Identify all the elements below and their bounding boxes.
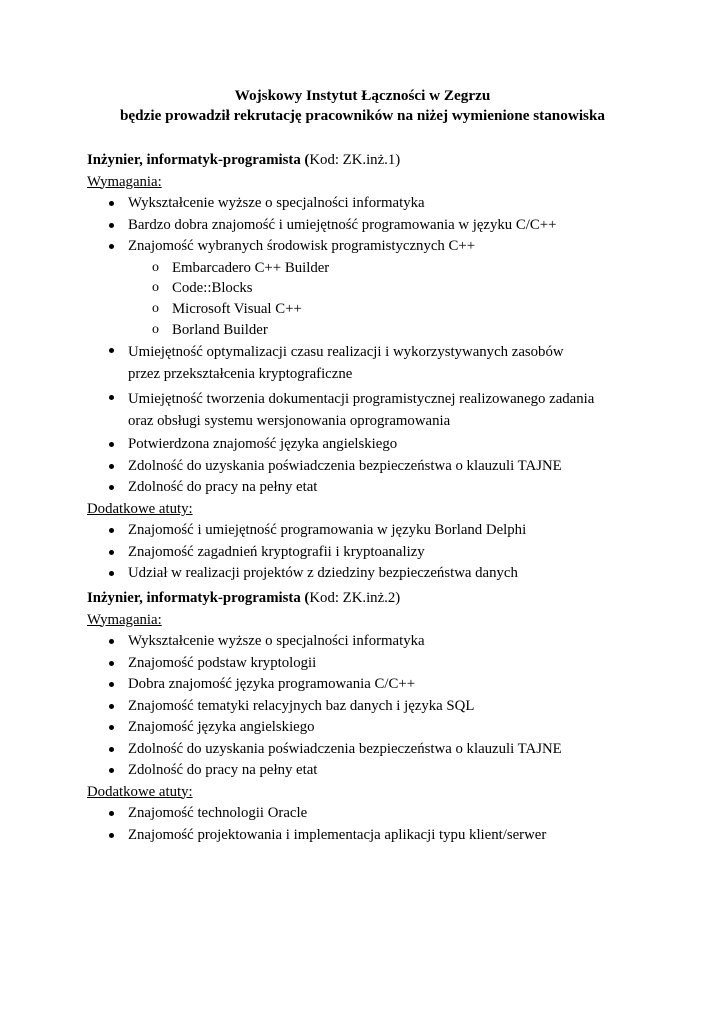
header-line-institute: Wojskowy Instytut Łączności w Zegrzu — [234, 87, 491, 104]
list-item: Zdolność do uzyskania poświadczenia bezpieczeństwa o klauzuli TAJNE — [87, 739, 687, 761]
list-item: Wykształcenie wyższe o specjalności informatyka — [87, 631, 687, 653]
position-1-requirements-label: Wymagania: — [87, 173, 162, 190]
list-item: Znajomość podstaw kryptologii — [87, 653, 687, 675]
sub-list-item: o Borland Builder — [128, 320, 687, 341]
position-1-requirements-list — [87, 193, 687, 499]
position-2-requirements-label: Wymagania: — [87, 611, 162, 628]
list-item: Zdolność do pracy na pełny etat — [87, 477, 687, 499]
sub-list-item: o Code::Blocks — [128, 278, 687, 299]
position-1-section — [87, 150, 687, 585]
position-2-title — [87, 588, 687, 610]
list-item: Znajomość języka angielskiego — [87, 717, 687, 739]
list-item: Bardzo dobra znajomość i umiejętność programowania w języku C/C++ — [87, 215, 687, 237]
list-item: Potwierdzona znajomość języka angielskiego — [87, 434, 687, 456]
position-1-extras-list — [87, 520, 687, 585]
list-item: Umiejętność tworzenia dokumentacji programistycznej realizowanego zadania oraz obsługi systemu wersjonowania oprogramowania — [87, 387, 687, 434]
list-item: Znajomość tematyki relacyjnych baz danych i języka SQL — [87, 696, 687, 718]
list-item: Znajomość zagadnień kryptografii i kryptoanalizy — [87, 542, 687, 564]
position-1-title — [87, 150, 687, 172]
environments-sublist — [128, 258, 687, 341]
list-item: Znajomość technologii Oracle — [87, 803, 687, 825]
list-item: Umiejętność optymalizacji czasu realizacji i wykorzystywanych zasobów przez przekształcenia kryptograficzne — [87, 340, 687, 387]
list-item: Wykształcenie wyższe o specjalności informatyka — [87, 193, 687, 215]
list-item: Znajomość i umiejętność programowania w języku Borland Delphi — [87, 520, 687, 542]
sub-list-item: o Microsoft Visual C++ — [128, 299, 687, 320]
position-2-code: Kod: ZK.inż.2) — [309, 590, 401, 606]
position-2-title-text: Inżynier, informatyk-programista ( — [87, 590, 310, 606]
list-item: Zdolność do pracy na pełny etat — [87, 760, 687, 782]
position-1-code: Kod: ZK.inż.1) — [309, 152, 401, 168]
list-item: Dobra znajomość języka programowania C/C++ — [87, 674, 687, 696]
position-1-title-text: Inżynier, informatyk-programista ( — [87, 152, 310, 168]
list-item: Znajomość wybranych środowisk programistycznych C++ o Embarcadero C++ Builder o Code::Blocks o Microsoft Visual C++ o Borland Builder — [87, 236, 687, 340]
position-2-extras-label: Dodatkowe atuty: — [87, 783, 193, 800]
list-item: Zdolność do uzyskania poświadczenia bezpieczeństwa o klauzuli TAJNE — [87, 456, 687, 478]
position-1-extras-label: Dodatkowe atuty: — [87, 500, 193, 517]
header-line-announcement: będzie prowadził rekrutację pracowników na niżej wymienione stanowiska — [119, 107, 605, 124]
list-item: Znajomość projektowania i implementacja aplikacji typu klient/serwer — [87, 825, 687, 847]
list-item: Udział w realizacji projektów z dziedziny bezpieczeństwa danych — [87, 563, 687, 585]
document-header — [0, 86, 725, 126]
position-2-requirements-list — [87, 631, 687, 782]
position-2-extras-list — [87, 803, 687, 846]
sub-list-item: o Embarcadero C++ Builder — [128, 258, 687, 279]
position-2-section — [87, 588, 687, 846]
